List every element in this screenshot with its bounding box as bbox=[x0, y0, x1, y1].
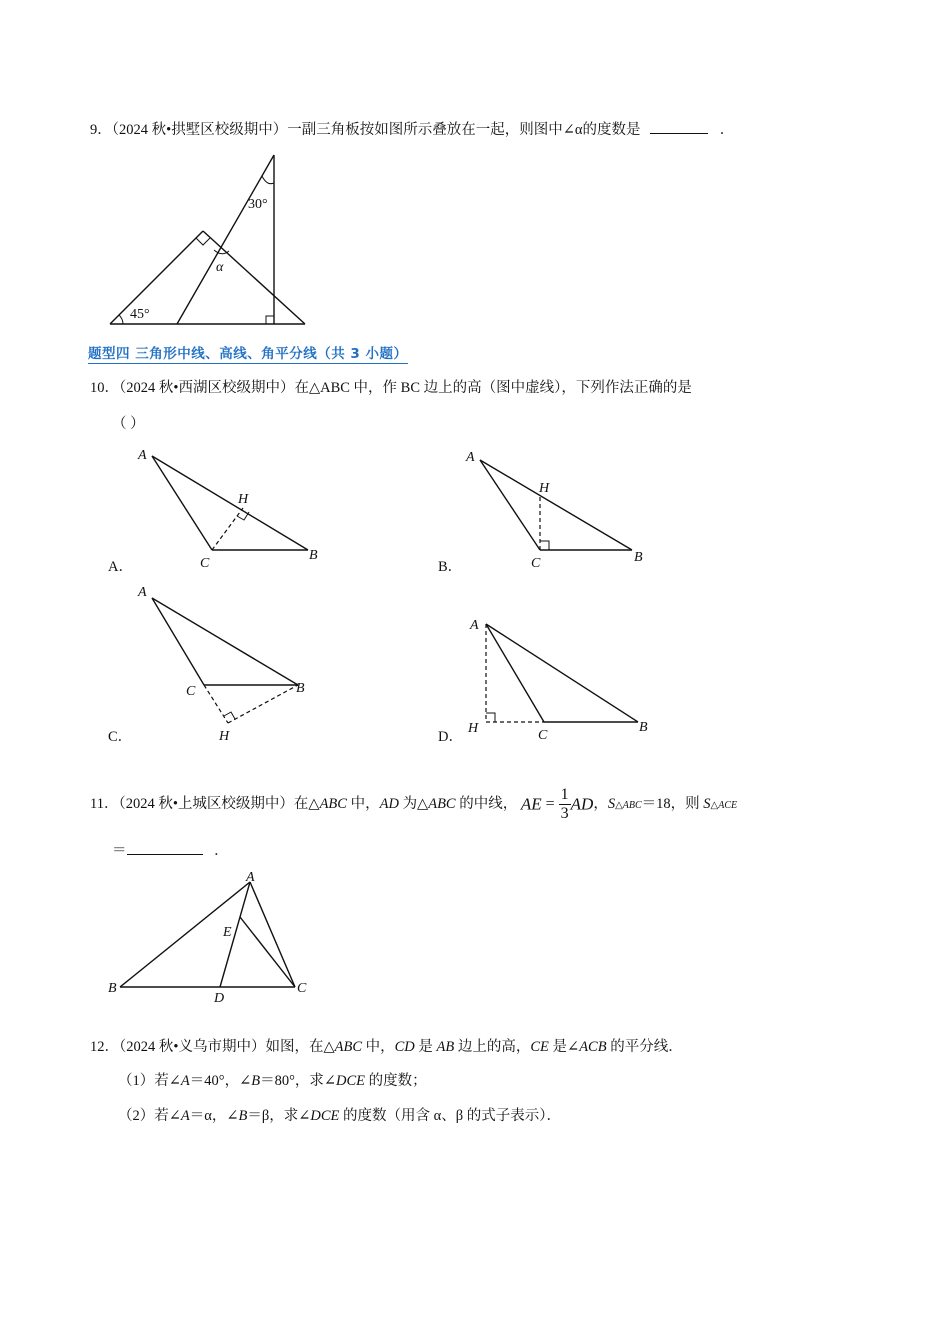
q9-number: 9． bbox=[90, 122, 112, 138]
q12-text-e: 是∠ bbox=[548, 1039, 580, 1055]
q11-fraction bbox=[559, 786, 571, 823]
q10-a-point-b: B bbox=[309, 548, 318, 563]
q11-point-e: E bbox=[223, 925, 232, 940]
q10-answer-paren[interactable]: （ ） bbox=[112, 416, 145, 432]
q10-option-d-figure[interactable] bbox=[460, 610, 660, 745]
q11-text-a: （2024 秋•上城区校级期中）在△ bbox=[118, 796, 320, 812]
q11-line-2 bbox=[112, 840, 229, 861]
q11-frac-num: 1 bbox=[560, 786, 569, 804]
q12-p1-c: ＝80°，求∠ bbox=[260, 1073, 337, 1089]
q10-d-point-b: B bbox=[639, 720, 648, 735]
q11-ad-2: AD bbox=[570, 794, 594, 814]
q11-equals: = bbox=[541, 795, 559, 813]
q11-text-c: 为△ bbox=[398, 796, 429, 812]
q12-p1-d: 的度数； bbox=[365, 1073, 427, 1089]
q12-p1-a: （1）若∠ bbox=[118, 1073, 181, 1089]
q11-number: 11． bbox=[90, 796, 119, 812]
q12-p1-dce: DCE bbox=[336, 1073, 366, 1089]
q12-p2-a: （2）若∠ bbox=[118, 1108, 181, 1124]
q10-b-point-c: C bbox=[531, 556, 541, 571]
q10-b-point-h: H bbox=[539, 481, 550, 496]
q12-p2-c: ＝β，求∠ bbox=[247, 1108, 311, 1124]
q12-ab: AB bbox=[436, 1039, 455, 1055]
q10-stem bbox=[90, 378, 692, 398]
q10-option-c-figure[interactable] bbox=[130, 580, 330, 745]
q12-ce: CE bbox=[530, 1039, 549, 1055]
q11-ae: AE bbox=[520, 794, 542, 814]
section-heading: 题型四 三角形中线、高线、角平分线（共 3 小题） bbox=[88, 342, 408, 364]
q12-stem bbox=[90, 1037, 683, 1057]
q11-ad: AD bbox=[379, 796, 399, 812]
q10-d-point-c: C bbox=[538, 728, 548, 743]
q11-abc-2: ABC bbox=[428, 796, 456, 812]
q12-p1-angle-b: B bbox=[251, 1073, 261, 1089]
q11-figure bbox=[100, 865, 320, 1005]
q9-end: ． bbox=[719, 122, 735, 138]
q11-s-ace: S bbox=[703, 796, 711, 812]
q11-abc-1: ABC bbox=[319, 796, 347, 812]
q11-point-d: D bbox=[214, 991, 225, 1005]
q11-s-abc: S bbox=[607, 796, 616, 812]
q9-stem bbox=[90, 119, 734, 140]
q10-text: （2024 秋•西湖区校级期中）在△ABC 中，作 BC 边上的高（图中虚线），下列作法正确的是 bbox=[119, 380, 692, 396]
q11-eq-sign: ＝ bbox=[112, 843, 127, 859]
q10-option-c-label[interactable]: C． bbox=[108, 729, 133, 745]
q10-c-point-a: A bbox=[138, 585, 147, 600]
q9-figure bbox=[100, 150, 315, 330]
q12-text-a: （2024 秋•义乌市期中）如图，在△ bbox=[119, 1039, 335, 1055]
q10-c-point-h: H bbox=[219, 729, 230, 744]
q11-point-c: C bbox=[297, 981, 307, 996]
q11-end: ． bbox=[214, 843, 229, 859]
q9-angle-30-label: 30° bbox=[248, 197, 268, 212]
q12-part-2 bbox=[118, 1106, 561, 1126]
q9-answer-blank[interactable] bbox=[650, 119, 708, 134]
q11-s-abc-sub: △ABC bbox=[615, 800, 642, 811]
q10-a-point-h: H bbox=[238, 492, 249, 507]
q11-comma: ， bbox=[593, 796, 608, 812]
q9-angle-45-label: 45° bbox=[130, 307, 150, 322]
q10-d-point-h: H bbox=[468, 721, 479, 736]
q10-number: 10． bbox=[90, 380, 119, 396]
q12-cd: CD bbox=[394, 1039, 415, 1055]
q12-number: 12． bbox=[90, 1039, 119, 1055]
q12-text-c: 是 bbox=[414, 1039, 437, 1055]
q12-abc: ABC bbox=[334, 1039, 362, 1055]
q10-b-point-a: A bbox=[466, 450, 475, 465]
q11-text-b: 中， bbox=[346, 796, 380, 812]
q11-frac-den: 3 bbox=[560, 805, 569, 823]
q12-p1-b: ＝40°，∠ bbox=[189, 1073, 252, 1089]
q12-part-1 bbox=[118, 1071, 427, 1091]
q12-text-f: 的平分线． bbox=[606, 1039, 683, 1055]
q10-option-a-figure[interactable] bbox=[130, 440, 330, 575]
q12-p2-dce: DCE bbox=[310, 1108, 340, 1124]
q11-point-a: A bbox=[246, 870, 255, 885]
q12-p2-d: 的度数（用含 α、β 的式子表示）． bbox=[339, 1108, 562, 1124]
q12-acb: ACB bbox=[579, 1039, 607, 1055]
q10-option-d-label[interactable]: D． bbox=[438, 729, 463, 745]
q11-text-d: 的中线， bbox=[455, 796, 518, 812]
q9-alpha-label: α bbox=[216, 260, 224, 275]
q11-point-b: B bbox=[108, 981, 117, 996]
q10-c-point-c: C bbox=[186, 684, 196, 699]
q10-option-b-label[interactable]: B． bbox=[438, 559, 463, 575]
q11-stem bbox=[90, 784, 737, 826]
q10-option-a-label[interactable]: A． bbox=[108, 559, 133, 575]
q10-b-point-b: B bbox=[634, 550, 643, 565]
q10-d-point-a: A bbox=[470, 618, 479, 633]
q12-p1-angle-a: A bbox=[180, 1073, 190, 1089]
q9-text: （2024 秋•拱墅区校级期中）一副三角板按如图所示叠放在一起，则图中∠α的度数是 bbox=[111, 122, 641, 138]
q12-p2-angle-a: A bbox=[180, 1108, 190, 1124]
q10-option-b-figure[interactable] bbox=[460, 440, 660, 575]
q10-a-point-a: A bbox=[138, 448, 147, 463]
q12-text-b: 中， bbox=[362, 1039, 395, 1055]
q11-answer-blank[interactable] bbox=[127, 840, 203, 855]
q10-a-point-c: C bbox=[200, 556, 210, 571]
q12-p2-b: ＝α，∠ bbox=[189, 1108, 239, 1124]
q11-s-ace-sub: △ACE bbox=[710, 800, 738, 811]
q12-p2-angle-b: B bbox=[238, 1108, 248, 1124]
q11-s-abc-value: ＝18，则 bbox=[641, 796, 700, 812]
q12-text-d: 边上的高， bbox=[454, 1039, 531, 1055]
q10-c-point-b: B bbox=[296, 681, 305, 696]
